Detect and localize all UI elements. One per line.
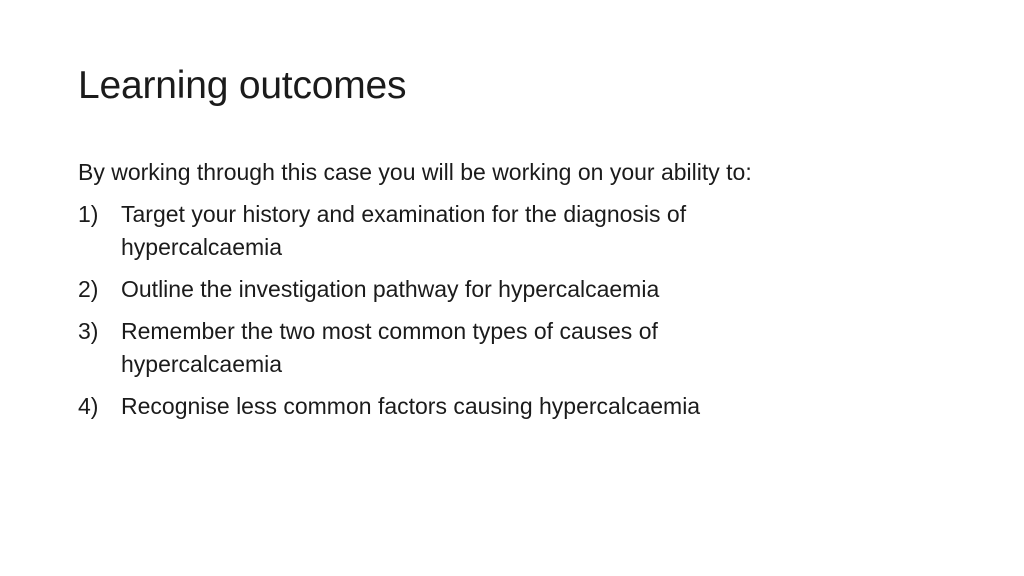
outcome-item-2 xyxy=(78,273,958,306)
outcome-text: Outline the investigation pathway for hypercalcaemia xyxy=(121,276,660,302)
learning-outcomes-list xyxy=(78,198,958,423)
outcome-text: Target your history and examination for the diagnosis of hypercalcaemia xyxy=(121,201,687,260)
outcome-number: 1) xyxy=(78,201,99,227)
outcome-item-4 xyxy=(78,390,958,423)
outcome-number: 4) xyxy=(78,393,99,419)
outcome-text: Remember the two most common types of causes of hypercalcaemia xyxy=(121,318,658,377)
slide-title: Learning outcomes xyxy=(78,64,407,107)
slide-body xyxy=(78,156,958,432)
outcome-number: 3) xyxy=(78,318,99,344)
outcome-item-1 xyxy=(78,198,958,264)
outcome-number: 2) xyxy=(78,276,99,302)
outcome-text: Recognise less common factors causing hypercalcaemia xyxy=(121,393,701,419)
outcome-item-3 xyxy=(78,315,958,381)
intro-text: By working through this case you will be working on your ability to: xyxy=(78,159,752,185)
